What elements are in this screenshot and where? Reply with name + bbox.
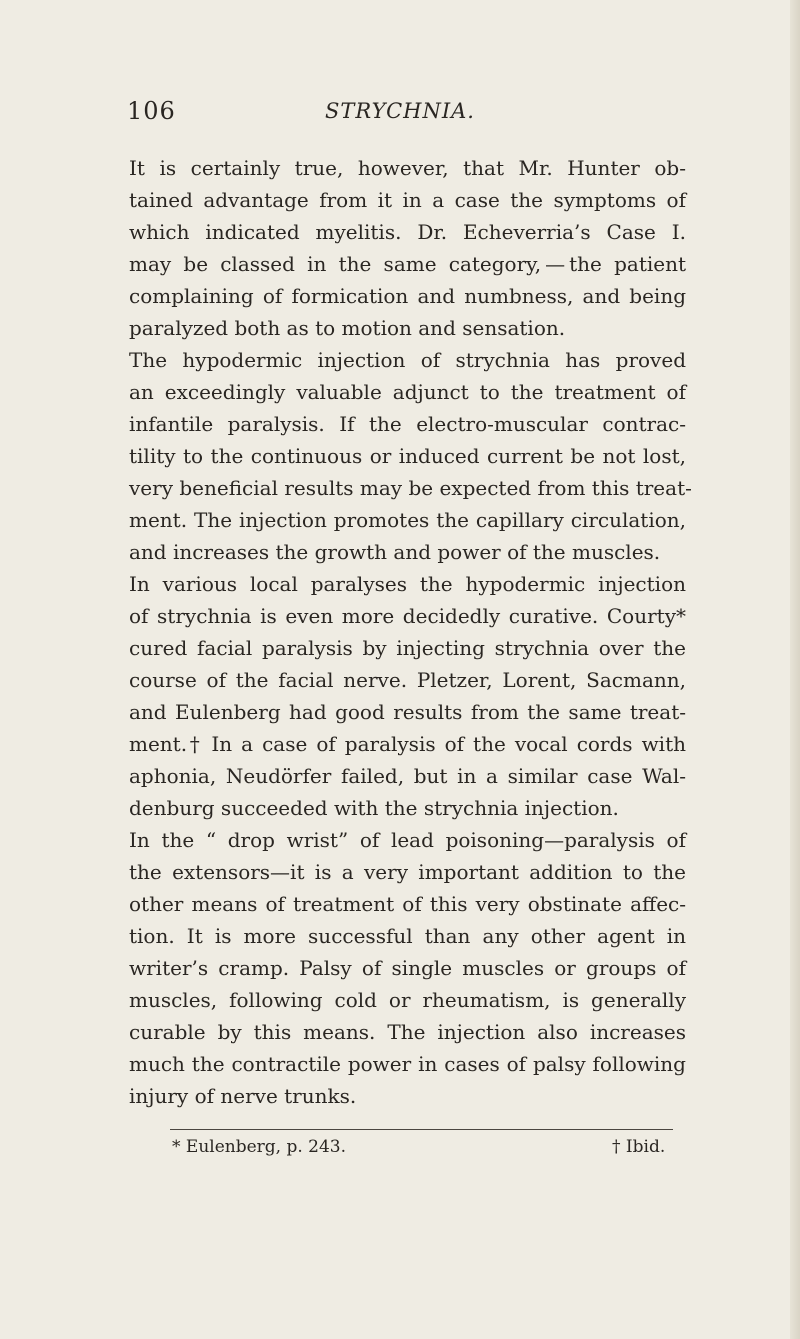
text-line: infantile paralysis. If the electro-muscular contrac- <box>129 412 686 436</box>
text-line: injury of nerve trunks. <box>129 1084 357 1108</box>
text-line: other means of treatment of this very obstinate affec- <box>129 892 686 916</box>
footnote-rule <box>170 1129 673 1130</box>
text-line: In the “ drop wrist” of lead poisoning—paralysis of <box>129 828 686 852</box>
text-line: aphonia, Neudörfer failed, but in a similar case Wal- <box>129 764 686 788</box>
page-number: 106 <box>127 97 176 125</box>
body-text <box>129 152 692 1112</box>
text-line: muscles, following cold or rheumatism, is generally <box>129 988 686 1012</box>
text-line: course of the facial nerve. Pletzer, Lorent, Sacmann, <box>129 668 686 692</box>
text-line: ment.† In a case of paralysis of the vocal cords with <box>129 732 686 756</box>
text-line: and Eulenberg had good results from the same treat- <box>129 700 686 724</box>
running-title: STRYCHNIA. <box>325 99 475 123</box>
running-head <box>0 97 800 137</box>
footnote-1: * Eulenberg, p. 243. <box>172 1137 347 1157</box>
text-line: cured facial paralysis by injecting strychnia over the <box>129 636 686 660</box>
text-line: ment. The injection promotes the capillary circulation, <box>129 508 686 532</box>
footnotes <box>0 1137 800 1167</box>
text-line: very beneficial results may be expected from this treat- <box>129 476 692 500</box>
footnote-2: † Ibid. <box>612 1137 666 1157</box>
text-line: of strychnia is even more decidedly curative. Courty* <box>129 604 686 628</box>
text-line: denburg succeeded with the strychnia injection. <box>129 796 619 820</box>
text-line: It is certainly true, however, that Mr. Hunter ob- <box>129 156 686 180</box>
text-line: may be classed in the same category, — the patient <box>129 252 686 276</box>
text-line: complaining of formication and numbness, and being <box>129 284 686 308</box>
text-line: curable by this means. The injection also increases <box>129 1020 686 1044</box>
text-line: the extensors—it is a very important addition to the <box>129 860 686 884</box>
text-line: much the contractile power in cases of palsy following <box>129 1052 686 1076</box>
text-line: and increases the growth and power of the muscles. <box>129 540 661 564</box>
text-line: which indicated myelitis. Dr. Echeverria’s Case I. <box>129 220 686 244</box>
text-line: tained advantage from it in a case the symptoms of <box>129 188 686 212</box>
text-line: an exceedingly valuable adjunct to the treatment of <box>129 380 686 404</box>
text-line: tility to the continuous or induced current be not lost, <box>129 444 686 468</box>
text-line: In various local paralyses the hypodermic injection <box>129 572 686 596</box>
text-line: The hypodermic injection of strychnia has proved <box>129 348 686 372</box>
text-line: writer’s cramp. Palsy of single muscles or groups of <box>129 956 686 980</box>
text-line: paralyzed both as to motion and sensation. <box>129 316 566 340</box>
text-line: tion. It is more successful than any other agent in <box>129 924 686 948</box>
